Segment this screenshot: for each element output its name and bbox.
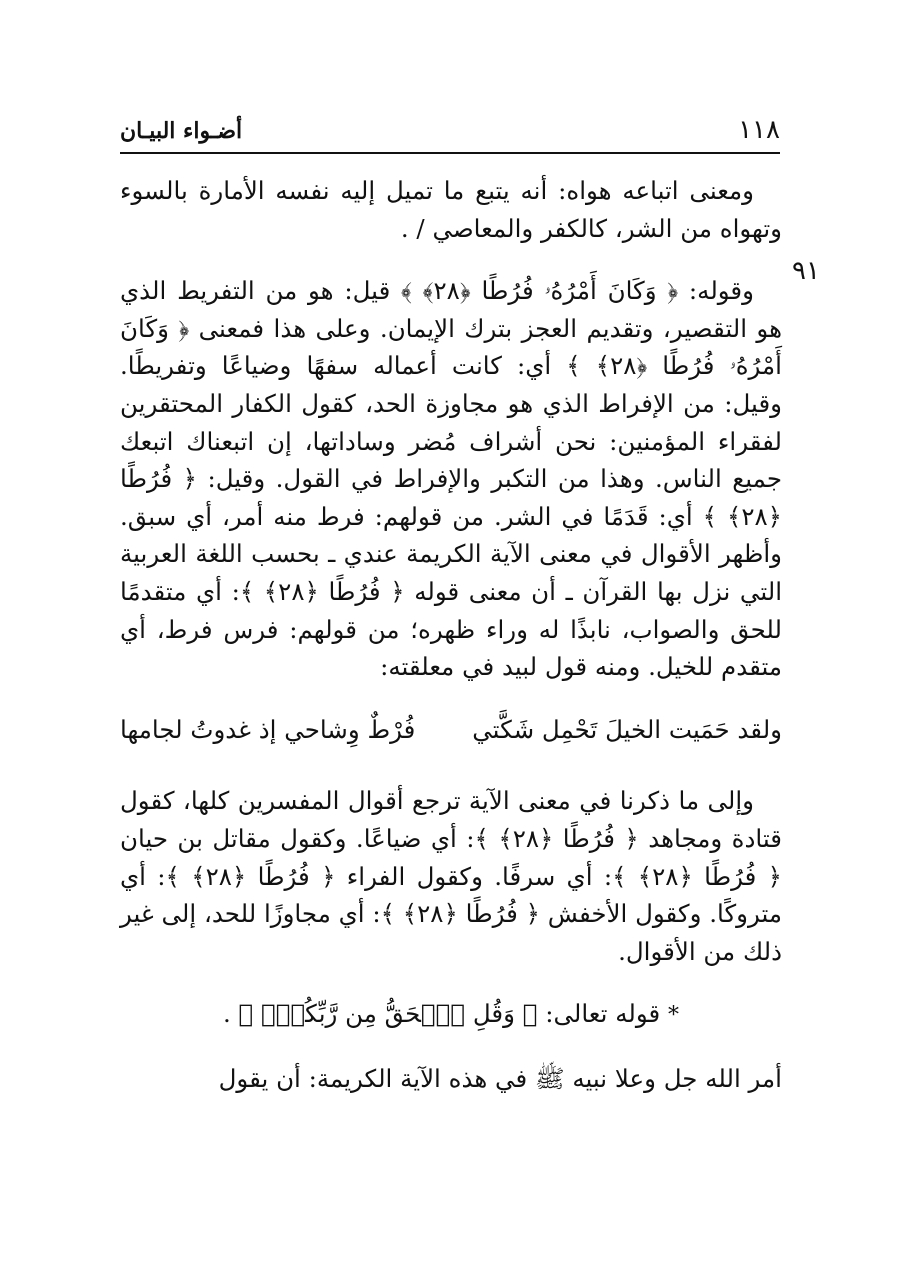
star-marker: * bbox=[668, 1003, 680, 1029]
paragraph: أمر الله جل وعلا نبيه ﷺ في هذه الآية الكريمة: أن يقول bbox=[218, 1063, 782, 1093]
poem-verse bbox=[120, 711, 782, 749]
paragraph: وإلى ما ذكرنا في معنى الآية ترجع أقوال المفسرين كلها، كقول قتادة ومجاهد ﴿ فُرُطًا ﴿٢٨﴾ ﴾: أي ضياعًا. وكقول مقاتل بن حيان ﴿ فُرُطًا ﴿٢٨﴾ ﴾: أي سرفًا. وكقول الفراء ﴿ فُرُطًا ﴿٢٨﴾ ﴾: أي متروكًا. وكقول الأخفش ﴿ فُرُطًا ﴿٢٨﴾ ﴾: أي مجاوزًا للحد، إلى غير ذلك من الأقوال. bbox=[120, 786, 783, 966]
paragraph: وقوله: ﴿ وَكَانَ أَمْرُهُۥ فُرُطًا ﴿٢٨﴾ ﴾ قيل: هو من التفريط الذي هو التقصير، وتقديم العجز بترك الإيمان. وعلى هذا فمعنى ﴿ وَكَانَ أَمْرُهُۥ فُرُطًا ﴿٢٨﴾ ﴾ أي: كانت أعماله سفهًا وضياعًا وتفريطًا. وقيل: من الإفراط الذي هو مجاوزة الحد، كقول الكفار المحتقرين لفقراء المؤمنين: نحن أشراف مُضر وساداتها، إن اتبعناك اتبعك جميع الناس. وهذا من التكبر والإفراط في القول. وقيل: ﴿ فُرُطًا ﴿٢٨﴾ ﴾ أي: قَدَمًا في الشر. من قولهم: فرط منه أمر، أي سبق. وأظهر الأقوال في معنى الآية الكريمة عندي ـ بحسب اللغة العربية التي نزل بها القرآن ـ أن معنى قوله ﴿ فُرُطًا ﴿٢٨﴾ ﴾: أي متقدمًا للحق والصواب، نابذًا له وراء ظهره؛ من قولهم: فرس فرط، أي متقدم للخيل. ومنه قول لبيد في معلقته: bbox=[120, 276, 782, 682]
margin-reference-number: ٩١ bbox=[792, 256, 820, 286]
section-heading-text: قوله تعالى: ﴿ وَقُلِ ٱلۡحَقُّ مِن رَّبِّكُمۡۖ ﴾ . bbox=[222, 999, 661, 1029]
page-body bbox=[120, 172, 782, 1122]
paragraph: ومعنى اتباعه هواه: أنه يتبع ما تميل إليه نفسه الأمارة بالسوء وتهواه من الشر، كالكفر والمعاصي / . bbox=[120, 176, 782, 243]
poem-first-hemistich: ولقد حَمَيت الخيلَ تَحْمِل شَكَّتي bbox=[472, 714, 782, 744]
page-header bbox=[120, 112, 780, 154]
section-heading bbox=[120, 995, 782, 1035]
running-title: أضـواء البيـان bbox=[120, 118, 243, 144]
poem-second-hemistich: فُرْطٌ وِشاحي إذ غدوتُ لجامها bbox=[120, 714, 416, 744]
page-number: ١١٨ bbox=[738, 115, 780, 145]
